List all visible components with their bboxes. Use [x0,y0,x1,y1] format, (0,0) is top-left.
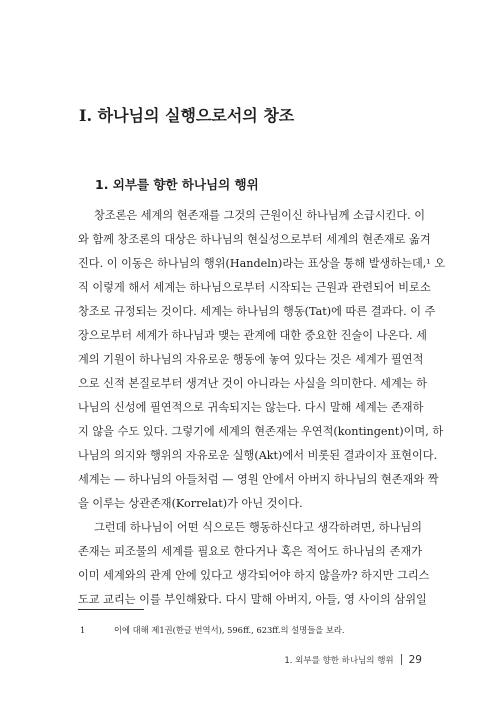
paragraph-2 [78,516,430,612]
text-line: 진다. 이 이동은 하나님의 행위(Handeln)라는 표상을 통해 발생하는데,¹ 오 [78,257,446,270]
text-line: 장으로부터 세계가 하나님과 맺는 관계에 대한 중요한 진술이 나온다. 세 [78,329,427,342]
text-line: 도교 교리는 이를 부인해왔다. 다시 말해 아버지, 아들, 영 사이의 삼위일 [78,593,427,606]
text-line: 이미 세계와의 관계 안에 있다고 생각되어야 하지 않을까? 하지만 그리스 [78,569,430,582]
page-number: 29 [408,654,422,666]
paragraph-1 [78,204,446,516]
text-line: 창조로 규정되는 것이다. 세계는 하나님의 행동(Tat)에 따른 결과다. 이 주 [78,305,436,318]
body-text [78,204,446,612]
footer-separator [401,654,402,665]
footnote-text: 이에 대해 제1권(한글 번역서), 596ff., 623ff.의 설명들을 보라. [114,625,345,635]
text-line: 와 함께 창조론의 대상은 하나님의 현실성으로부터 세계의 현존재로 옮겨 [78,233,431,246]
text-line: 지 않을 수도 있다. 그렇기에 세계의 현존재는 우연적(kontingent)이며, 하 [78,425,444,438]
text-line: 나님의 의지와 행위의 자유로운 실행(Akt)에서 비롯된 결과이자 표현이다. [78,449,438,462]
text-line: 을 이루는 상관존재(Korrelat)가 아닌 것이다. [78,497,303,510]
text-line: 세계는 — 하나님의 아들처럼 — 영원 안에서 아버지 하나님의 현존재와 짝 [78,473,439,486]
footnote [80,624,345,636]
text-line: 존재는 피조물의 세계를 필요로 한다거나 혹은 적어도 하나님의 존재가 [78,545,422,558]
footnote-divider [78,609,144,610]
chapter-title: I. 하나님의 실행으로서의 창조 [79,106,295,125]
text-line: 창조론은 세계의 현존재를 그것의 근원이신 하나님께 소급시킨다. 이 [94,209,426,222]
running-footer-title: 1. 외부를 향한 하나님의 행위 [284,656,394,666]
text-line: 나님의 신성에 필연적으로 귀속되지는 않는다. 다시 말해 세계는 존재하 [78,401,424,414]
running-footer [284,654,422,666]
text-line: 으로 신적 본질로부터 생겨난 것이 아니라는 사실을 의미한다. 세계는 하 [78,377,427,390]
section-title: 1. 외부를 향한 하나님의 행위 [95,177,259,192]
text-line: 그런데 하나님이 어떤 식으로든 행동하신다고 생각하려면, 하나님의 [94,521,422,534]
footnote-number: 1 [80,625,86,635]
text-line: 직 이렇게 해서 세계는 하나님으로부터 시작되는 근원과 관련되어 비로소 [78,281,431,294]
text-line: 계의 기원이 하나님의 자유로운 행동에 놓여 있다는 것은 세계가 필연적 [78,353,424,366]
